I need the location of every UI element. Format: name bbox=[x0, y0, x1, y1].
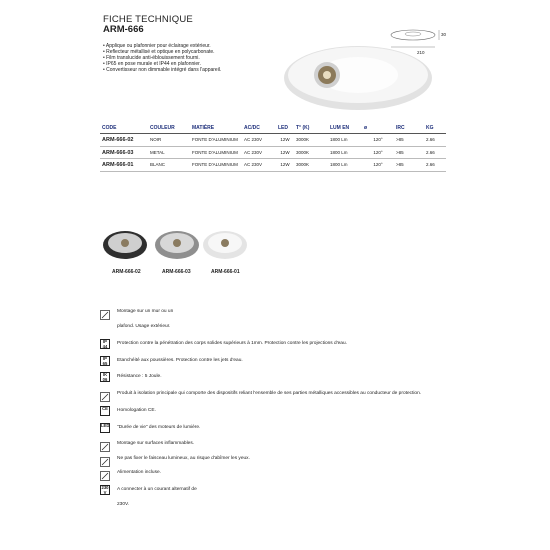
col-acdc: AC/DC bbox=[242, 125, 276, 134]
col-led: LED bbox=[276, 125, 294, 134]
230v-icon bbox=[100, 485, 110, 495]
cell-lum: 1800 Lm bbox=[328, 146, 362, 159]
icon-badge: 230 V bbox=[101, 485, 109, 495]
ik06-icon bbox=[100, 372, 110, 382]
cell-irc: >85 bbox=[394, 146, 424, 159]
icon-description: Produit à isolation principale qui comporte des dispositifs reliant l'ensemble de ses parties métalliques accessibles au conducteur de protection. bbox=[117, 391, 422, 396]
cell-temp: 3000K bbox=[294, 159, 328, 172]
icon-description: "Durée de vie" des moteurs de lumière. bbox=[117, 425, 201, 430]
icon-description: Protection contre la pénétration des corps solides supérieurs à 1mm. Protection contre les projections d'eau. bbox=[117, 341, 347, 346]
icon-description: Alimentation incluse. bbox=[117, 470, 161, 475]
icon-badge: CE bbox=[102, 406, 108, 411]
feature-item: • IP65 en pose murale et IP44 en plafonnier. bbox=[103, 61, 221, 67]
feature-item: • Applique ou plafonnier pour éclairage extérieur. bbox=[103, 43, 221, 49]
col-code: CODE bbox=[100, 125, 148, 134]
icon-badge: IP 65 bbox=[102, 356, 108, 366]
ip65-icon bbox=[100, 356, 110, 366]
cell-diam: 120° bbox=[362, 134, 394, 147]
cell-couleur: BLANC bbox=[148, 159, 190, 172]
icon-description: Etanchéité aux poussières. Protection contre les jets d'eau. bbox=[117, 358, 243, 363]
led-lifetime-icon bbox=[100, 423, 110, 433]
cell-led: 12W bbox=[276, 159, 294, 172]
table-row bbox=[100, 134, 446, 147]
cell-temp: 3000K bbox=[294, 134, 328, 147]
icon-description: 230V. bbox=[117, 502, 130, 507]
icon-badge: LED bbox=[101, 423, 110, 428]
cell-code: ARM-666-01 bbox=[100, 159, 148, 172]
col-irc: IRC bbox=[394, 125, 424, 134]
cell-matiere: FONTE D'ALUMINIUM bbox=[190, 146, 242, 159]
feature-item: • Reflecteur métallisé et optique en polycarbonate. bbox=[103, 49, 221, 55]
col-temp: T° (K) bbox=[294, 125, 328, 134]
variant-photos bbox=[100, 225, 250, 265]
variant-label: ARM-666-02 bbox=[112, 269, 141, 275]
dimension-height: 30 bbox=[441, 32, 447, 37]
cell-led: 12W bbox=[276, 146, 294, 159]
variant-metal-photo bbox=[155, 231, 199, 259]
cell-acdc: AC 230V bbox=[242, 159, 276, 172]
table-header-row bbox=[100, 125, 446, 134]
col-matiere: MATIÈRE bbox=[190, 125, 242, 134]
cell-couleur: NOIR bbox=[148, 134, 190, 147]
power-supply-icon bbox=[100, 468, 110, 478]
cell-matiere: FONTE D'ALUMINIUM bbox=[190, 159, 242, 172]
col-kg: KG bbox=[424, 125, 446, 134]
wall-ceiling-mount-icon bbox=[100, 307, 110, 317]
flammable-surface-icon bbox=[100, 439, 110, 449]
ce-icon bbox=[100, 406, 110, 416]
cell-kg: 2.66 bbox=[424, 159, 446, 172]
icon-description: Ne pas fixer le faisceau lumineux, au risque d'abîmer les yeux. bbox=[117, 456, 250, 461]
cell-diam: 120° bbox=[362, 146, 394, 159]
product-photo bbox=[278, 45, 440, 117]
col-lum: LUM EN bbox=[328, 125, 362, 134]
variant-label: ARM-666-01 bbox=[211, 269, 240, 275]
icon-description: plafond. Usage extérieur. bbox=[117, 324, 171, 329]
cell-lum: 1800 Lm bbox=[328, 159, 362, 172]
cell-code: ARM-666-02 bbox=[100, 134, 148, 147]
spec-table bbox=[100, 125, 446, 172]
variant-label: ARM-666-03 bbox=[162, 269, 191, 275]
cell-code: ARM-666-03 bbox=[100, 146, 148, 159]
cell-irc: >85 bbox=[394, 159, 424, 172]
dimension-width: 210 bbox=[417, 50, 425, 55]
icon-badge: IP 44 bbox=[102, 339, 108, 349]
cell-irc: >85 bbox=[394, 134, 424, 147]
col-diam: ø bbox=[362, 125, 394, 134]
table-row bbox=[100, 146, 446, 159]
icon-description: Résistance : 5 Joule. bbox=[117, 374, 162, 379]
ip44-icon bbox=[100, 339, 110, 349]
cell-kg: 2.66 bbox=[424, 134, 446, 147]
cell-led: 12W bbox=[276, 134, 294, 147]
cell-acdc: AC 230V bbox=[242, 146, 276, 159]
cell-temp: 3000K bbox=[294, 146, 328, 159]
icon-description: A connecter à un courant alternatif de bbox=[117, 487, 197, 492]
variant-white-photo bbox=[203, 231, 247, 259]
cell-acdc: AC 230V bbox=[242, 134, 276, 147]
class1-icon bbox=[100, 389, 110, 399]
icon-description: Homologation CE. bbox=[117, 408, 156, 413]
feature-item: • Film translucide anti-éblouissement fourni. bbox=[103, 55, 221, 61]
feature-list bbox=[103, 43, 221, 73]
cell-matiere: FONTE D'ALUMINIUM bbox=[190, 134, 242, 147]
page-title: FICHE TECHNIQUE bbox=[103, 14, 193, 25]
cell-lum: 1800 Lm bbox=[328, 134, 362, 147]
cell-kg: 2.66 bbox=[424, 146, 446, 159]
table-row bbox=[100, 159, 446, 172]
feature-item: • Convertisseur non dimmable intégré dans l'appareil. bbox=[103, 67, 221, 73]
model-name: ARM-666 bbox=[103, 24, 144, 35]
variant-black-photo bbox=[103, 231, 147, 259]
cell-couleur: METAL bbox=[148, 146, 190, 159]
no-stare-icon bbox=[100, 454, 110, 464]
icon-badge: IK 06 bbox=[102, 372, 108, 382]
icon-description: Montage sur surfaces inflammables. bbox=[117, 441, 195, 446]
col-couleur: COULEUR bbox=[148, 125, 190, 134]
cell-diam: 120° bbox=[362, 159, 394, 172]
icon-description: Montage sur un mur ou un bbox=[117, 309, 174, 314]
